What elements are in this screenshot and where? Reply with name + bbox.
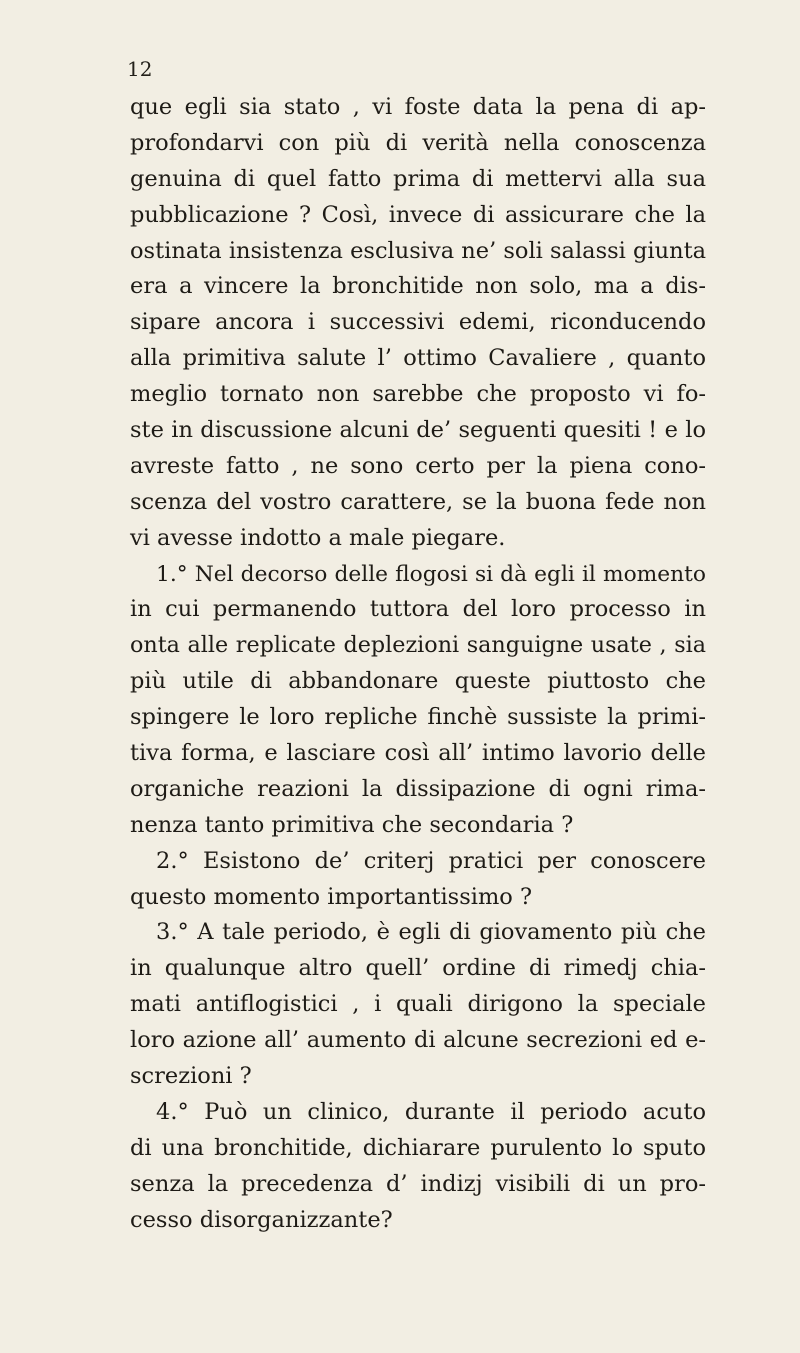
- text-line: era a vincere la bronchitide non solo, ma a dis-: [130, 273, 706, 300]
- text-line: 1.° Nel decorso delle flogosi si dà egli il momento: [156, 561, 706, 587]
- text-line: spingere le loro repliche finchè sussiste la primi-: [130, 704, 706, 731]
- text-line: cesso disorganizzante?: [130, 1206, 393, 1233]
- text-line: di una bronchitide, dichiarare purulento lo sputo: [130, 1134, 706, 1161]
- text-line: genuina di quel fatto prima di mettervi alla sua: [130, 165, 706, 192]
- text-line: avreste fatto , ne sono certo per la piena cono-: [130, 452, 706, 479]
- text-line: ostinata insistenza esclusiva ne’ soli salassi giunta: [130, 237, 707, 264]
- page-text: [130, 90, 706, 1239]
- text-line: più utile di abbandonare queste piuttosto che: [130, 668, 706, 695]
- text-line: senza la precedenza d’ indizj visibili di un pro-: [130, 1170, 706, 1197]
- text-line: 4.° Può un clinico, durante il periodo acuto: [156, 1098, 706, 1125]
- text-line: alla primitiva salute l’ ottimo Cavaliere , quanto: [130, 345, 706, 372]
- text-line: nenza tanto primitiva che secondaria ?: [130, 811, 574, 838]
- text-line: 3.° A tale periodo, è egli di giovamento più che: [156, 919, 706, 946]
- text-line: ste in discussione alcuni de’ seguenti quesiti ! e lo: [130, 417, 706, 444]
- text-line: sipare ancora i successivi edemi, riconducendo: [130, 309, 706, 336]
- text-line: scenza del vostro carattere, se la buona fede non: [130, 488, 706, 515]
- text-line: profondarvi con più di verità nella conoscenza: [130, 129, 706, 156]
- text-line: mati antiflogistici , i quali dirigono la speciale: [130, 991, 706, 1018]
- text-line: questo momento importantissimo ?: [130, 883, 533, 910]
- text-line: meglio tornato non sarebbe che proposto vi fo-: [130, 381, 706, 408]
- text-line: que egli sia stato , vi foste data la pena di ap-: [130, 94, 706, 120]
- text-line: onta alle replicate deplezioni sanguigne usate , sia: [130, 632, 706, 659]
- page-number: 12: [127, 57, 153, 81]
- text-line: 2.° Esistono de’ criterj pratici per conoscere: [156, 847, 706, 874]
- text-line: tiva forma, e lasciare così all’ intimo lavorio delle: [130, 740, 706, 767]
- text-line: pubblicazione ? Così, invece di assicurare che la: [130, 201, 706, 228]
- text-line: screzioni ?: [130, 1063, 252, 1090]
- text-line: loro azione all’ aumento di alcune secrezioni ed e-: [130, 1027, 706, 1054]
- text-line: in cui permanendo tuttora del loro processo in: [130, 596, 706, 623]
- text-line: organiche reazioni la dissipazione di ogni rima-: [130, 775, 706, 802]
- text-line: in qualunque altro quell’ ordine di rimedj chia-: [130, 955, 706, 982]
- text-line: vi avesse indotto a male piegare.: [130, 524, 506, 551]
